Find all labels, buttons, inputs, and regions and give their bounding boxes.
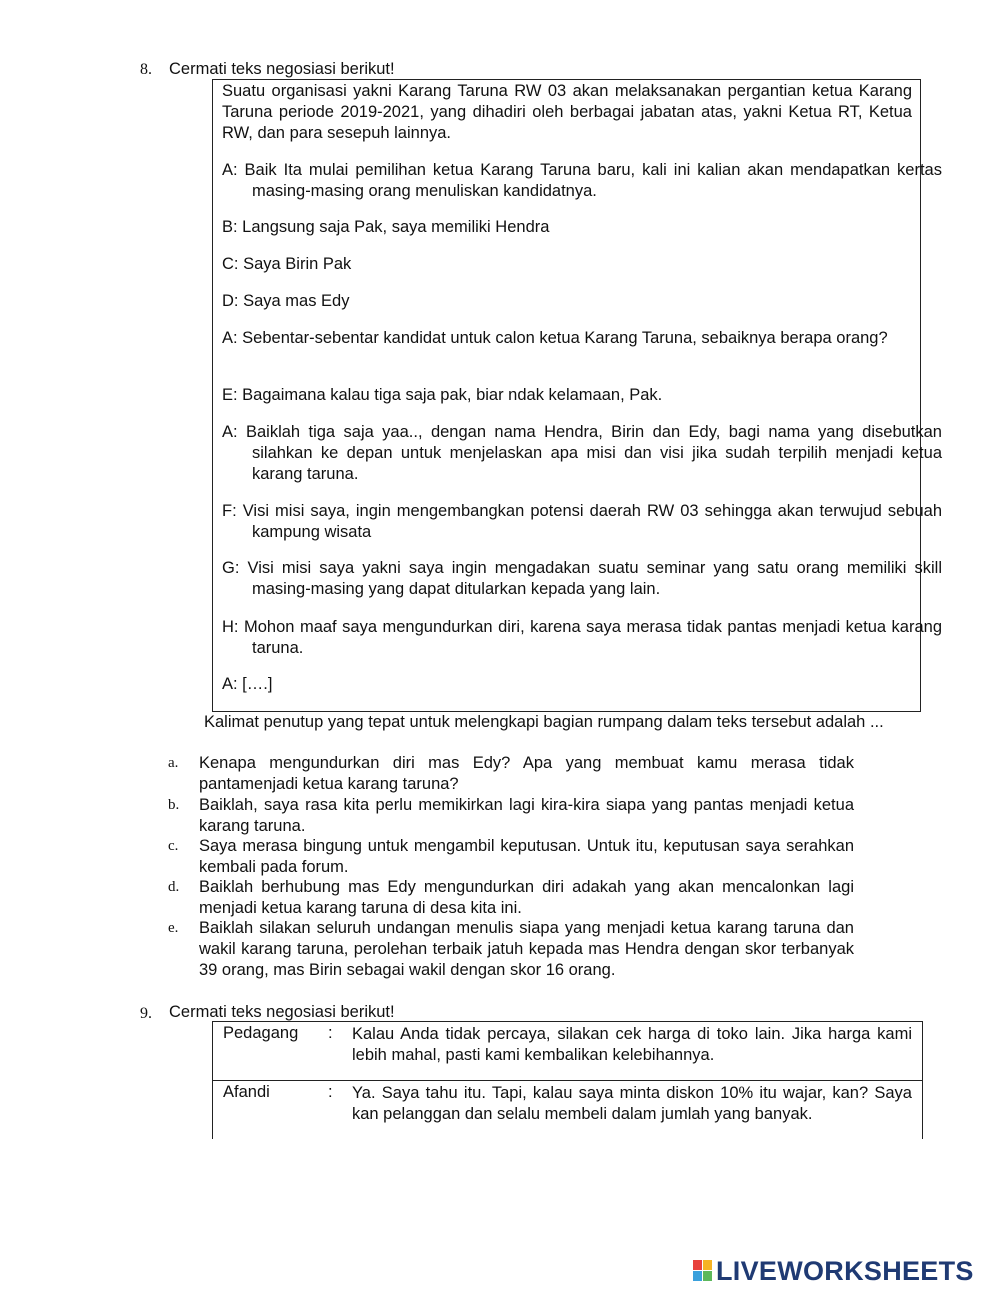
dialog-line: C: Saya Birin Pak [222, 255, 352, 273]
option-letter: d. [168, 879, 180, 895]
option-letter: a. [168, 755, 179, 771]
speaker-text: Ya. Saya tahu itu. Tapi, kalau saya minta diskon 10% itu wajar, kan? Saya kan pelanggan dan selalu membeli dalam jumlah yang banyak. [352, 1084, 912, 1123]
option-text: Baiklah silakan seluruh undangan menulis siapa yang menjadi ketua karang taruna dan wakil karang taruna, perolehan terbaik jatuh kepada mas Hendra dengan skor terbanyak 39 orang, mas Birin sebagai wakil dengan skor 16 orang. [199, 919, 854, 979]
dialog-line: B: Langsung saja Pak, saya memiliki Hendra [222, 218, 550, 236]
speaker-name: Afandi [223, 1083, 270, 1101]
dialog-line: A: [….] [222, 675, 273, 693]
question-prompt: Kalimat penutup yang tepat untuk melengkapi bagian rumpang dalam teks tersebut adalah ... [204, 713, 884, 731]
logo-text: LIVEWORKSHEETS [716, 1255, 974, 1286]
speaker-name: Pedagang [223, 1024, 299, 1042]
option-text: Baiklah, saya rasa kita perlu memikirkan lagi kira-kira siapa yang pantas menjadi ketua karang taruna. [199, 796, 854, 835]
answer-option-e[interactable] [168, 918, 854, 981]
option-letter: c. [168, 838, 179, 854]
logo-square-yellow [703, 1260, 712, 1270]
option-letter: b. [168, 797, 180, 813]
dialog-line: F: Visi misi saya, ingin mengembangkan potensi daerah RW 03 sehingga akan terwujud sebuah kampung wisata [222, 502, 942, 541]
dialog-line: A: Baiklah tiga saja yaa.., dengan nama Hendra, Birin dan Edy, bagi nama yang disebutkan silahkan ke depan untuk menjelaskan apa misi dan visi jika sudah terpilih menjadi ketua karang taruna. [222, 423, 942, 483]
question-title: Cermati teks negosiasi berikut! [169, 60, 395, 78]
dialog-table [212, 1021, 923, 1139]
logo-mark-icon [693, 1260, 712, 1282]
speaker-colon: : [328, 1083, 333, 1101]
table-row [213, 1022, 922, 1081]
dialog-line: A: Sebentar-sebentar kandidat untuk calon ketua Karang Taruna, sebaiknya berapa orang? [222, 329, 888, 347]
answer-option-c[interactable] [168, 836, 854, 878]
option-text: Kenapa mengundurkan diri mas Edy? Apa yang membuat kamu merasa tidak pantamenjadi ketua karang taruna? [199, 754, 854, 793]
speaker-text: Kalau Anda tidak percaya, silakan cek harga di toko lain. Jika harga kami lebih mahal, pasti kami kembalikan kelebihannya. [352, 1025, 912, 1064]
logo-square-blue [693, 1271, 702, 1281]
option-letter: e. [168, 920, 179, 936]
logo-square-red [693, 1260, 702, 1270]
dialog-line: E: Bagaimana kalau tiga saja pak, biar ndak kelamaan, Pak. [222, 386, 663, 404]
option-text: Saya merasa bingung untuk mengambil keputusan. Untuk itu, keputusan saya serahkan kembali pada forum. [199, 837, 854, 876]
liveworksheets-logo [693, 1256, 974, 1286]
table-row [213, 1081, 922, 1139]
answer-option-b[interactable] [168, 795, 854, 837]
logo-square-green [703, 1271, 712, 1281]
answer-option-a[interactable] [168, 753, 854, 795]
dialog-line: A: Baik Ita mulai pemilihan ketua Karang Taruna baru, kali ini kalian akan mendapatkan kertas masing-masing orang menuliskan kandidatnya. [222, 161, 942, 200]
answer-option-d[interactable] [168, 877, 854, 919]
question-number: 8. [140, 61, 152, 78]
dialog-line: D: Saya mas Edy [222, 292, 350, 310]
option-text: Baiklah berhubung mas Edy mengundurkan diri adakah yang akan mencalonkan lagi menjadi ketua karang taruna di desa kita ini. [199, 878, 854, 917]
intro-paragraph: Suatu organisasi yakni Karang Taruna RW 03 akan melaksanakan pergantian ketua Karang Taruna periode 2019-2021, yang dihadiri oleh berbagai jabatan atas, yakni Ketua RT, Ketua RW, dan para sesepuh lainnya. [222, 82, 912, 142]
speaker-colon: : [328, 1024, 333, 1042]
question-number: 9. [140, 1005, 152, 1022]
dialog-line: H: Mohon maaf saya mengundurkan diri, karena saya merasa tidak pantas menjadi ketua karang taruna. [222, 618, 942, 657]
dialog-line: G: Visi misi saya yakni saya ingin mengadakan suatu seminar yang satu orang memiliki skill masing-masing yang dapat ditularkan kepada yang lain. [222, 559, 942, 598]
question-title: Cermati teks negosiasi berikut! [169, 1003, 395, 1021]
